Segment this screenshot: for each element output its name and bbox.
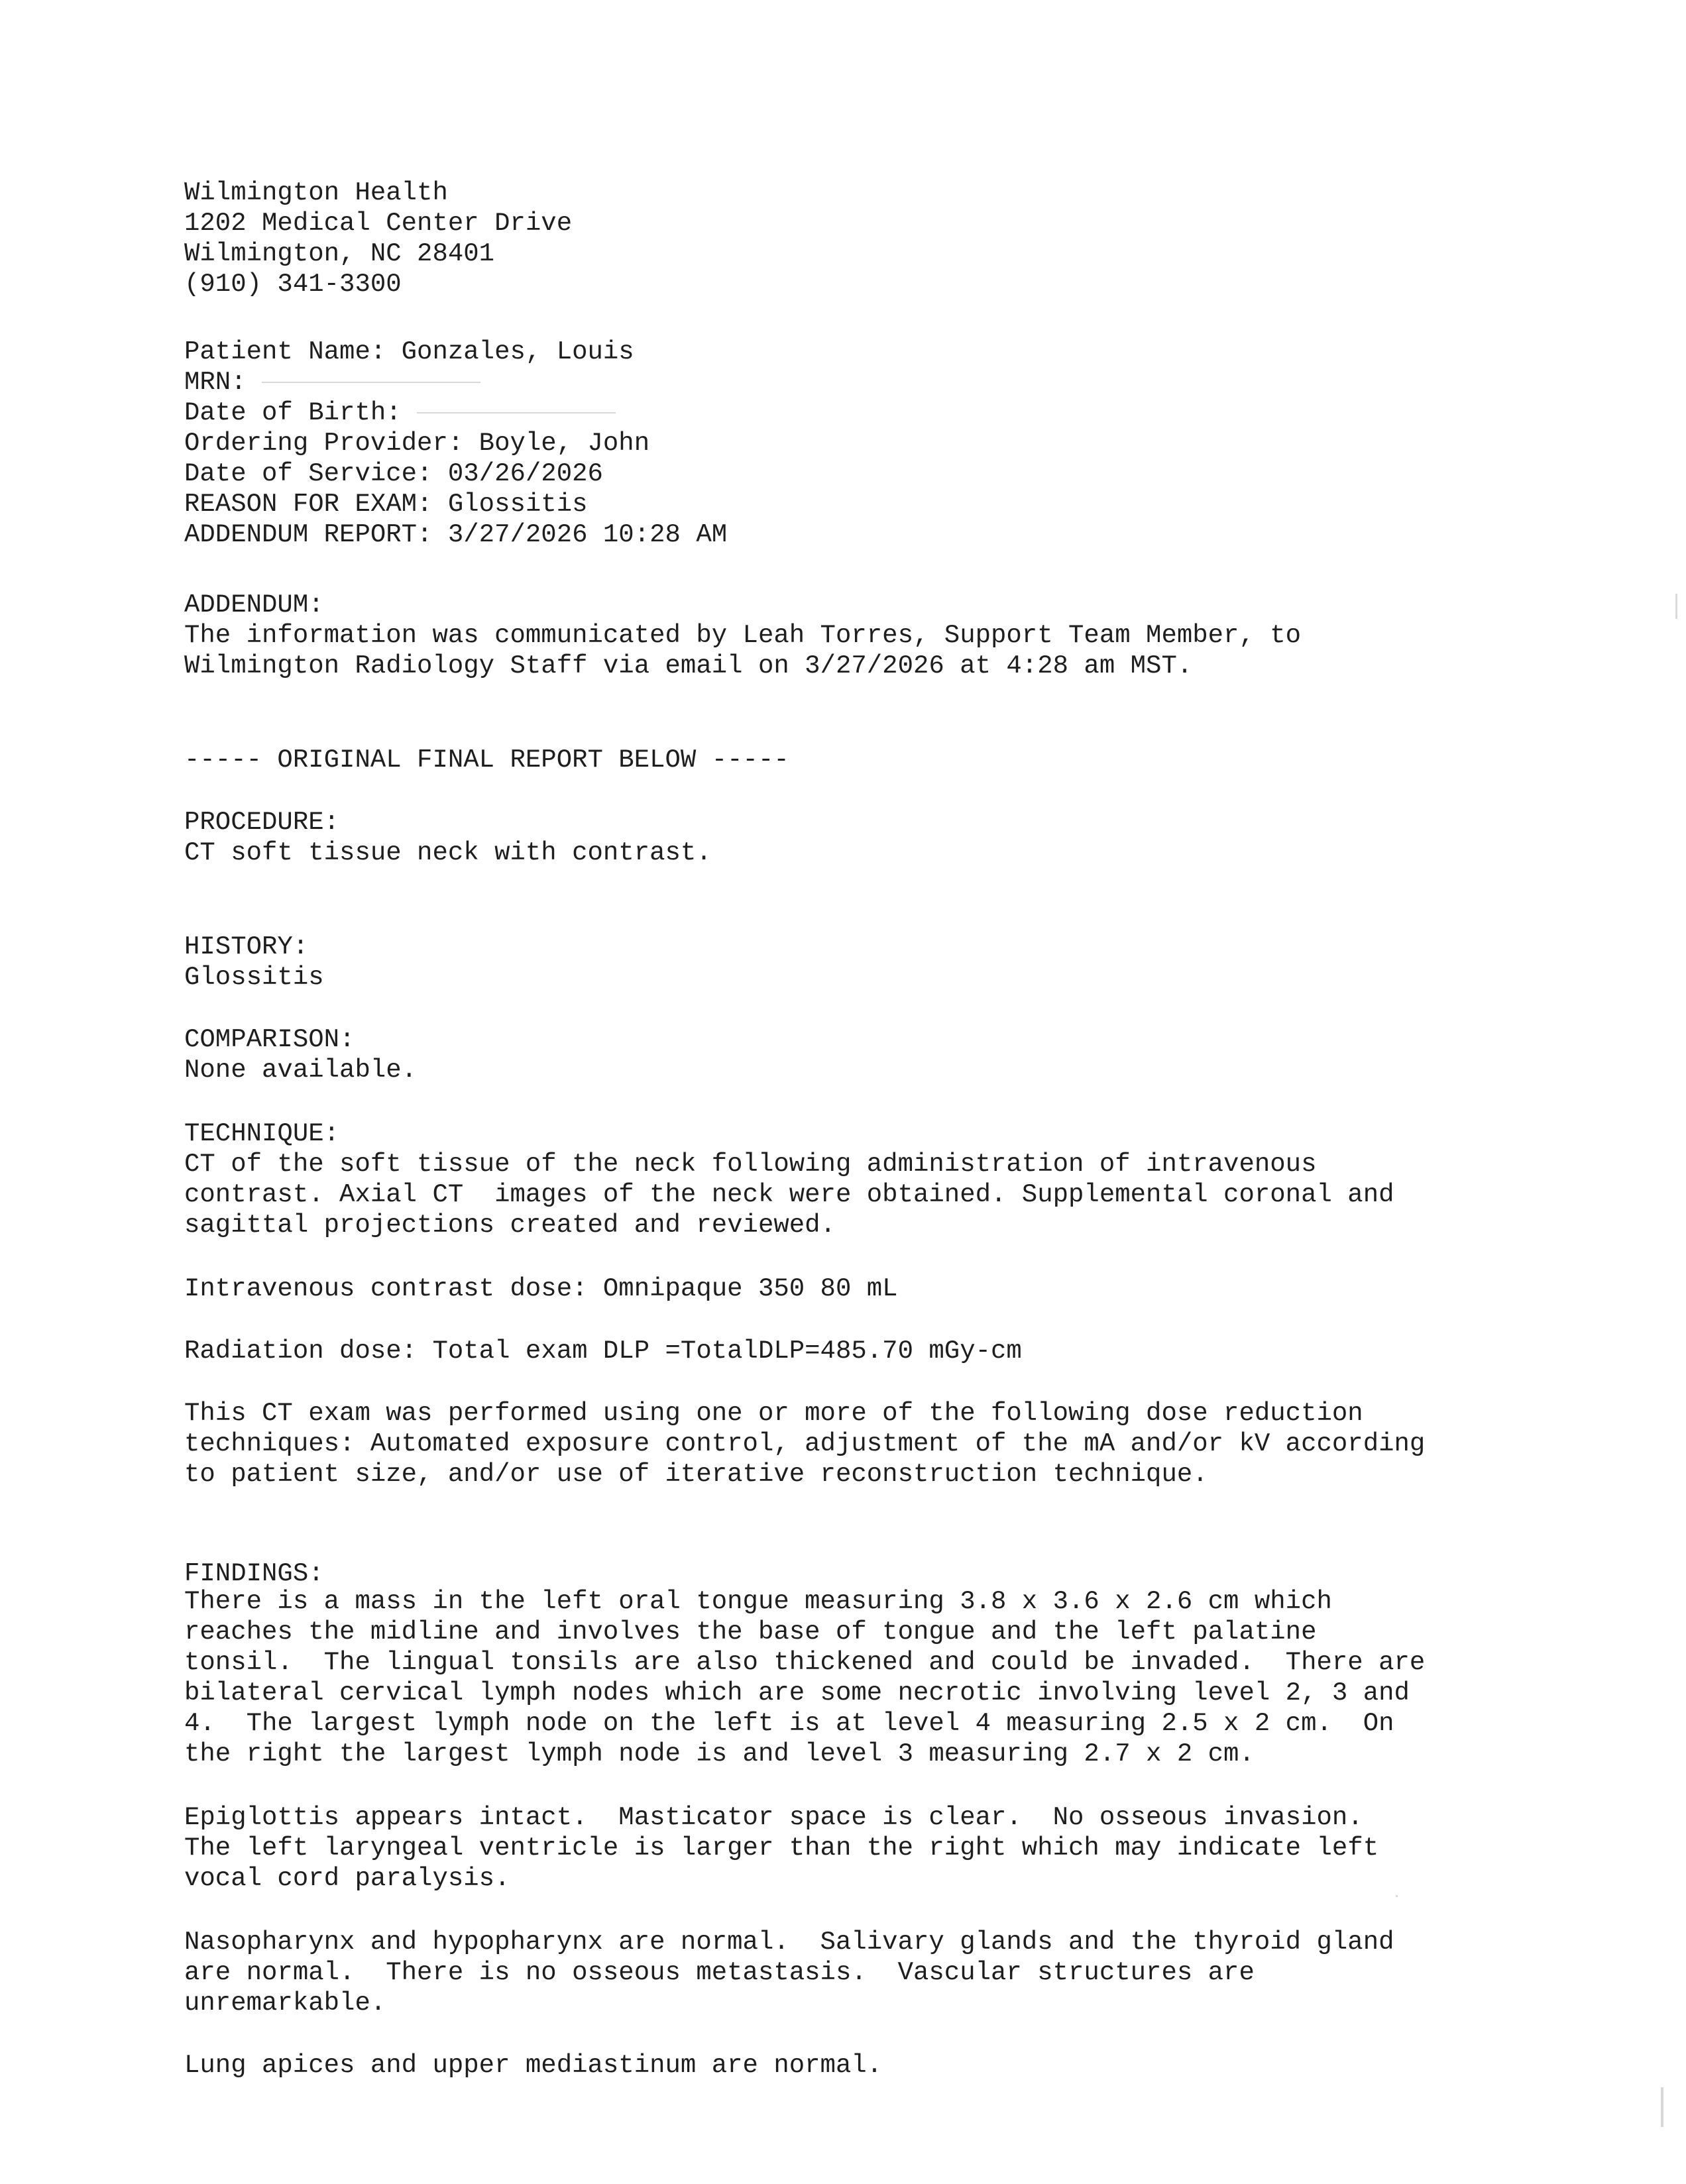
- facility-name: Wilmington Health: [184, 178, 448, 207]
- radiation-dose-text: Radiation dose: Total exam DLP =TotalDLP=485.70 mGy-cm: [184, 1337, 1022, 1366]
- scan-speck: [1396, 1895, 1398, 1897]
- findings-paragraph-1: [184, 1586, 1510, 1769]
- history-heading: HISTORY:: [184, 932, 309, 961]
- findings-line: reaches the midline and involves the base of tongue and the left palatine: [184, 1617, 1317, 1647]
- procedure-text: CT soft tissue neck with contrast.: [184, 838, 712, 867]
- technique-line: contrast. Axial CT images of the neck were obtained. Supplemental coronal and: [184, 1180, 1394, 1209]
- contrast-dose: [184, 1274, 1510, 1304]
- original-report-divider: [184, 745, 1510, 775]
- dob-row: [184, 398, 1510, 428]
- addendum-line: The information was communicated by Leah Torres, Support Team Member, to: [184, 621, 1302, 650]
- findings-line: The left laryngeal ventricle is larger than the right which may indicate left: [184, 1833, 1379, 1863]
- comparison-section: [184, 1024, 1510, 1085]
- technique-section: [184, 1119, 1510, 1240]
- scan-speck: [1661, 2087, 1663, 2127]
- findings-line: bilateral cervical lymph nodes which are some necrotic involving level 2, 3 and: [184, 1678, 1410, 1708]
- dose-reduction: [184, 1398, 1510, 1490]
- history-section: [184, 932, 1510, 993]
- history-text: Glossitis: [184, 963, 324, 992]
- findings-paragraph-3: [184, 1927, 1510, 2018]
- reason-for-exam: REASON FOR EXAM: Glossitis: [184, 490, 588, 519]
- mrn-row: [184, 367, 1510, 398]
- facility-header: [184, 178, 1510, 300]
- technique-line: sagittal projections created and reviewed.: [184, 1211, 836, 1240]
- findings-line: vocal cord paralysis.: [184, 1864, 510, 1893]
- technique-heading: TECHNIQUE:: [184, 1119, 340, 1148]
- comparison-text: None available.: [184, 1056, 418, 1085]
- addendum-line: Wilmington Radiology Staff via email on 3/27/2026 at 4:28 am MST.: [184, 651, 1193, 681]
- mrn-label: MRN:: [184, 368, 247, 397]
- patient-name: Patient Name: Gonzales, Louis: [184, 337, 634, 366]
- facility-phone: (910) 341-3300: [184, 270, 402, 299]
- dose-reduction-line: techniques: Automated exposure control, adjustment of the mA and/or kV according: [184, 1429, 1426, 1458]
- findings-line: Epiglottis appears intact. Masticator space is clear. No osseous invasion.: [184, 1803, 1363, 1832]
- dob-label: Date of Birth:: [184, 398, 402, 427]
- dose-reduction-line: to patient size, and/or use of iterative reconstruction technique.: [184, 1460, 1208, 1489]
- findings-line: There is a mass in the left oral tongue measuring 3.8 x 3.6 x 2.6 cm which: [184, 1587, 1332, 1616]
- addendum-report-date: ADDENDUM REPORT: 3/27/2026 10:28 AM: [184, 520, 728, 549]
- radiation-dose: [184, 1336, 1510, 1366]
- procedure-section: [184, 807, 1510, 868]
- technique-line: CT of the soft tissue of the neck following administration of intravenous: [184, 1150, 1317, 1179]
- findings-paragraph-2: [184, 1802, 1510, 1894]
- scan-speck: [1675, 594, 1677, 619]
- procedure-heading: PROCEDURE:: [184, 808, 340, 837]
- facility-address-line1: 1202 Medical Center Drive: [184, 209, 573, 238]
- patient-info: [184, 337, 1510, 550]
- divider-text: ----- ORIGINAL FINAL REPORT BELOW -----: [184, 745, 789, 775]
- mrn-redaction: [262, 382, 480, 383]
- ordering-provider: Ordering Provider: Boyle, John: [184, 429, 650, 458]
- comparison-heading: COMPARISON:: [184, 1025, 355, 1054]
- findings-line: the right the largest lymph node is and level 3 measuring 2.7 x 2 cm.: [184, 1739, 1255, 1769]
- facility-address-line2: Wilmington, NC 28401: [184, 239, 495, 268]
- findings-line: unremarkable.: [184, 1989, 386, 2018]
- contrast-dose-text: Intravenous contrast dose: Omnipaque 350 80 mL: [184, 1274, 898, 1303]
- dose-reduction-line: This CT exam was performed using one or more of the following dose reduction: [184, 1399, 1363, 1428]
- date-of-service: Date of Service: 03/26/2026: [184, 459, 603, 488]
- findings-line: 4. The largest lymph node on the left is at level 4 measuring 2.5 x 2 cm. On: [184, 1709, 1394, 1738]
- findings-line: Nasopharynx and hypopharynx are normal. Salivary glands and the thyroid gland: [184, 1928, 1394, 1957]
- dob-redaction: [417, 412, 616, 413]
- findings-heading-block: [184, 1558, 1510, 1589]
- addendum-section: [184, 590, 1510, 681]
- findings-paragraph-4: [184, 2050, 1510, 2081]
- addendum-heading: ADDENDUM:: [184, 590, 324, 620]
- findings-heading: FINDINGS:: [184, 1559, 324, 1588]
- findings-line: tonsil. The lingual tonsils are also thickened and could be invaded. There are: [184, 1648, 1426, 1677]
- findings-line: are normal. There is no osseous metastasis. Vascular structures are: [184, 1958, 1255, 1987]
- findings-line: Lung apices and upper mediastinum are normal.: [184, 2051, 883, 2080]
